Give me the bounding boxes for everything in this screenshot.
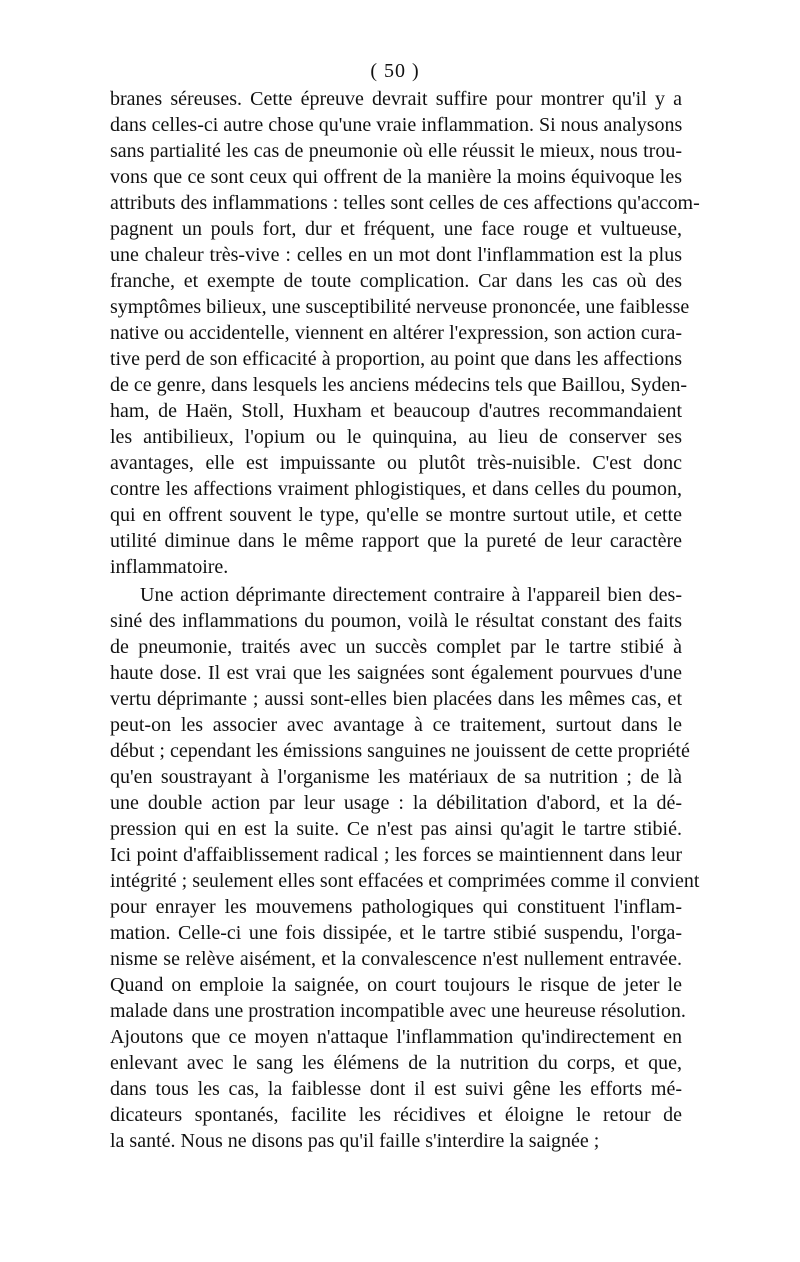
body-text — [110, 86, 700, 1154]
text-line: mation. Celle-ci une fois dissipée, et le tartre stibié suspendu, l'orga- — [110, 922, 682, 944]
text-line: nisme se relève aisément, et la convalescence n'est nullement entravée. — [110, 948, 682, 970]
text-line: dans tous les cas, la faiblesse dont il est suivi gêne les efforts mé- — [110, 1078, 682, 1100]
paragraph-2 — [110, 582, 700, 1154]
text-line: Ajoutons que ce moyen n'attaque l'inflammation qu'indirectement en — [110, 1026, 682, 1048]
text-line: de pneumonie, traités avec un succès complet par le tartre stibié à — [110, 636, 682, 658]
text-line: branes séreuses. Cette épreuve devrait suffire pour montrer qu'il y a — [110, 88, 682, 110]
text-line: dicateurs spontanés, facilite les récidives et éloigne le retour de — [110, 1104, 682, 1126]
text-line: une chaleur très-vive : celles en un mot dont l'inflammation est la plus — [110, 244, 682, 266]
text-line: contre les affections vraiment phlogistiques, et dans celles du poumon, — [110, 478, 682, 500]
text-line: vertu déprimante ; aussi sont-elles bien placées dans les mêmes cas, et — [110, 688, 682, 710]
text-line: pour enrayer les mouvemens pathologiques qui constituent l'inflam- — [110, 896, 682, 918]
text-line: haute dose. Il est vrai que les saignées sont également pourvues d'une — [110, 662, 682, 684]
text-line: tive perd de son efficacité à proportion, au point que dans les affections — [110, 348, 682, 370]
text-line: malade dans une prostration incompatible avec une heureuse résolution. — [110, 1000, 686, 1022]
text-line: avantages, elle est impuissante ou plutôt très-nuisible. C'est donc — [110, 452, 682, 474]
text-line: ham, de Haën, Stoll, Huxham et beaucoup d'autres recommandaient — [110, 400, 682, 422]
text-line: qui en offrent souvent le type, qu'elle se montre surtout utile, et cette — [110, 504, 682, 526]
text-line: native ou accidentelle, viennent en altérer l'expression, son action cura- — [110, 322, 682, 344]
text-line: dans celles-ci autre chose qu'une vraie inflammation. Si nous analysons — [110, 114, 683, 136]
text-line: enlevant avec le sang les élémens de la nutrition du corps, et que, — [110, 1052, 682, 1074]
text-line: peut-on les associer avec avantage à ce traitement, surtout dans le — [110, 714, 682, 736]
text-line: la santé. Nous ne disons pas qu'il faille s'interdire la saignée ; — [110, 1130, 600, 1152]
text-line: Ici point d'affaiblissement radical ; les forces se maintiennent dans leur — [110, 844, 682, 866]
text-line: franche, et exempte de toute complication. Car dans les cas où des — [110, 270, 682, 292]
text-line: inflammatoire. — [110, 556, 229, 578]
text-line: Une action déprimante directement contraire à l'appareil bien des- — [140, 584, 682, 606]
page-number: ( 50 ) — [370, 60, 420, 82]
text-line: début ; cependant les émissions sanguines ne jouissent de cette propriété — [110, 740, 690, 762]
text-line: vons que ce sont ceux qui offrent de la manière la moins équivoque les — [110, 166, 682, 188]
text-line: symptômes bilieux, une susceptibilité nerveuse prononcée, une faiblesse — [110, 296, 690, 318]
text-line: siné des inflammations du poumon, voilà le résultat constant des faits — [110, 610, 682, 632]
paragraph-1 — [110, 86, 700, 580]
text-line: qu'en soustrayant à l'organisme les matériaux de sa nutrition ; de là — [110, 766, 682, 788]
text-line: pagnent un pouls fort, dur et fréquent, une face rouge et vultueuse, — [110, 218, 682, 240]
text-line: pression qui en est la suite. Ce n'est pas ainsi qu'agit le tartre stibié. — [110, 818, 682, 840]
text-line: Quand on emploie la saignée, on court toujours le risque de jeter le — [110, 974, 682, 996]
text-line: sans partialité les cas de pneumonie où elle réussit le mieux, nous trou- — [110, 140, 682, 162]
text-line: attributs des inflammations : telles sont celles de ces affections qu'accom- — [110, 192, 700, 214]
text-line: utilité diminue dans le même rapport que la pureté de leur caractère — [110, 530, 682, 552]
text-line: les antibilieux, l'opium ou le quinquina, au lieu de conserver ses — [110, 426, 682, 448]
text-line: de ce genre, dans lesquels les anciens médecins tels que Baillou, Syden- — [110, 374, 688, 396]
text-line: intégrité ; seulement elles sont effacées et comprimées comme il convient — [110, 870, 700, 892]
text-line: une double action par leur usage : la débilitation d'abord, et la dé- — [110, 792, 682, 814]
